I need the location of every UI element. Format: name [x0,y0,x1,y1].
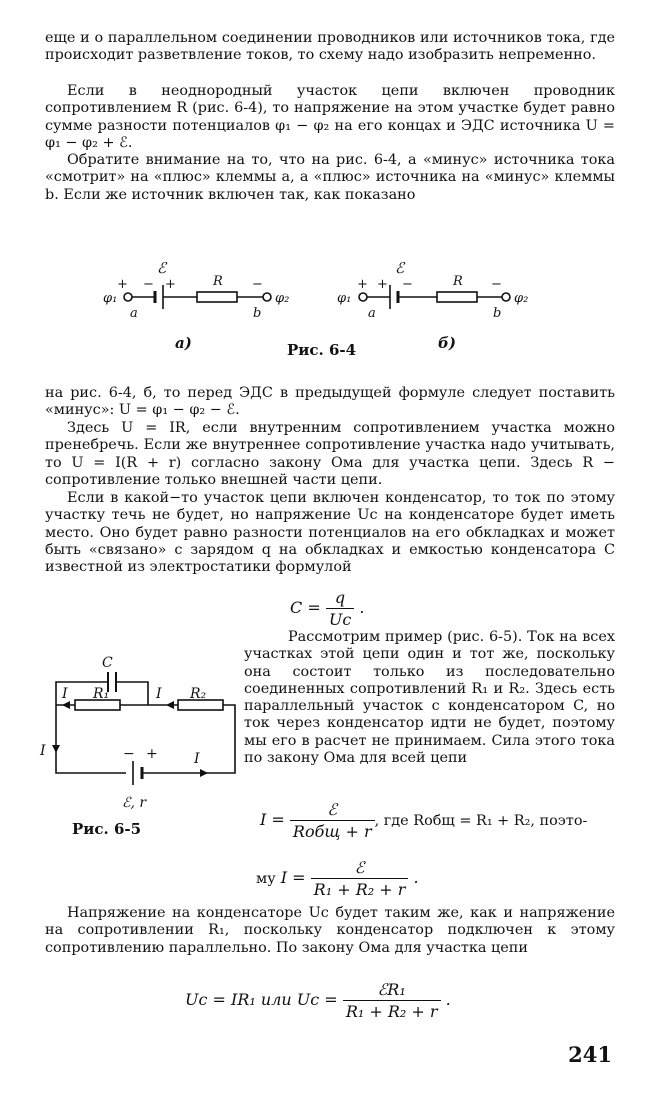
formula-u-den: R₁ + R₂ + r [345,1002,438,1021]
formula-i2-pre: му [256,871,276,887]
formula-c-num: q [326,588,354,609]
arrow-left [52,745,60,753]
label-r2: R₂ [190,686,207,702]
arrow-r2 [166,701,174,709]
minus-a1: − [143,277,154,292]
formula-i1-frac [290,800,375,841]
arrow-r1 [62,701,70,709]
formula-i1-lhs: I = [260,810,285,829]
phi1-a: φ₁ [103,291,118,306]
label-c: C [102,655,113,671]
resistor-a [197,292,237,302]
formula-u-lhs: Uc = IR₁ или Uc = [185,990,338,1009]
label-i4: I [194,751,200,767]
formula-i2-den: R₁ + R₂ + r [313,880,406,899]
formula-u-num: ℰR₁ [343,980,441,1001]
phi2-a: φ₂ [275,291,290,306]
formula-c-lhs: C = [290,598,321,617]
page-number: 241 [568,1042,612,1067]
phi1-b: φ₁ [337,291,352,306]
terminal-a-left [124,293,132,301]
plus-a1: + [117,277,128,292]
label-i1: I [62,686,68,702]
formula-i2-lhs: I = [280,868,306,887]
r-b: R [453,274,463,289]
formula-u-end: . [445,990,451,1009]
paragraph-8: Напряжение на конденсаторе Uc будет таким же, как и напряжение на сопротивлении R₁, поскольку конденсатор подключен к этому сопротивлению параллельно. По закону Ома для участка цепи [45,905,615,956]
formula-uc [185,980,451,1021]
fig64-label-a: а) [175,334,192,352]
formula-capacitance [290,588,364,629]
minus-b1: − [402,277,413,292]
term-a-b: a [368,306,376,321]
formula-i1-den: Rобщ + r [292,822,372,841]
label-emf-r: ℰ, r [122,795,147,811]
terminal-b-right [502,293,510,301]
paragraph-3: Обратите внимание на то, что на рис. 6-4, а «минус» источника тока «смотрит» на «плюс» клеммы a, а «плюс» источника на «минус» клеммы b. Если же источник включен так, как показано [45,152,615,203]
battery-minus: − [123,746,135,762]
paragraph-1: еще и о параллельном соединении проводников или источников тока, где происходит разветвление токов, то схему надо изобразить непременно. [45,30,615,64]
fig64-caption: Рис. 6-4 [287,341,357,359]
formula-i1-num: ℰ [290,800,375,821]
terminal-b-left [359,293,367,301]
phi2-b: φ₂ [514,291,529,306]
formula-i1-tail: , где Rобщ = R₁ + R₂, поэто- [374,813,588,829]
figure-6-5 [38,655,243,815]
fig64-label-b: б) [438,334,456,352]
formula-c-den: Uc [328,610,352,629]
label-i2: I [156,686,162,702]
terminal-a-right [263,293,271,301]
emf-a: ℰ [157,259,167,277]
paragraph-6: Если в какой−то участок цепи включен конденсатор, то ток по этому участку течь не будет, но напряжение Uc на конденсаторе будет иметь место. Оно будет равно разности потенциалов на его обкладках и может быть «связано» с зарядом q на обкладках и емкостью конденсатора C известной из электростатики формулой [45,490,615,576]
formula-i2-num: ℰ [311,858,409,879]
minus-b2: − [491,277,502,292]
fig65-caption: Рис. 6-5 [72,820,142,838]
resistor-b [437,292,477,302]
formula-i2-frac [311,858,409,899]
formula-ohm-expanded [256,858,419,899]
formula-ohm-full [260,800,587,841]
term-b-b: b [493,306,502,321]
emf-b: ℰ [395,259,405,277]
paragraph-5: Здесь U = IR, если внутренним сопротивлением участка можно пренебречь. Если же внутреннее сопротивление участка надо учитывать, то U = I(R + r) согласно закону Ома для участка цепи. Здесь R − сопротивление только внешней части цепи. [45,420,615,488]
plus-b1: + [357,277,368,292]
plus-b2: + [377,277,388,292]
minus-a2: − [252,277,263,292]
paragraph-4: на рис. 6-4, б, то перед ЭДС в предыдущей формуле следует поставить «минус»: U = φ₁ − φ₂ − ℰ. [45,385,615,419]
formula-c-frac [326,588,354,629]
term-b-a: b [253,306,262,321]
plus-a2: + [165,277,176,292]
arrow-bottom [200,769,208,777]
label-r1: R₁ [93,686,110,702]
formula-i2-end: . [413,868,419,887]
formula-u-frac [343,980,441,1021]
battery-plus: + [146,746,158,762]
label-i3: I [40,743,46,759]
paragraph-7: Рассмотрим пример (рис. 6-5). Ток на всех участках этой цепи один и тот же, поскольку она состоит только из последовательно соединенных сопротивлений R₁ и R₂. Здесь есть параллельный участок с конденсатором C, но ток через конденсатор идти не будет, поэтому мы его в расчет не принимаем. Сила этого тока по закону Ома для всей цепи [244,629,615,767]
formula-c-end: . [359,598,365,617]
term-a-a: a [130,306,138,321]
paragraph-2: Если в неоднородный участок цепи включен проводник сопротивлением R (рис. 6-4), то напряжение на этом участке будет равно сумме разности потенциалов φ₁ − φ₂ на его концах и ЭДС источника U = φ₁ − φ₂ + ℰ. [45,83,615,151]
r-a: R [213,274,223,289]
